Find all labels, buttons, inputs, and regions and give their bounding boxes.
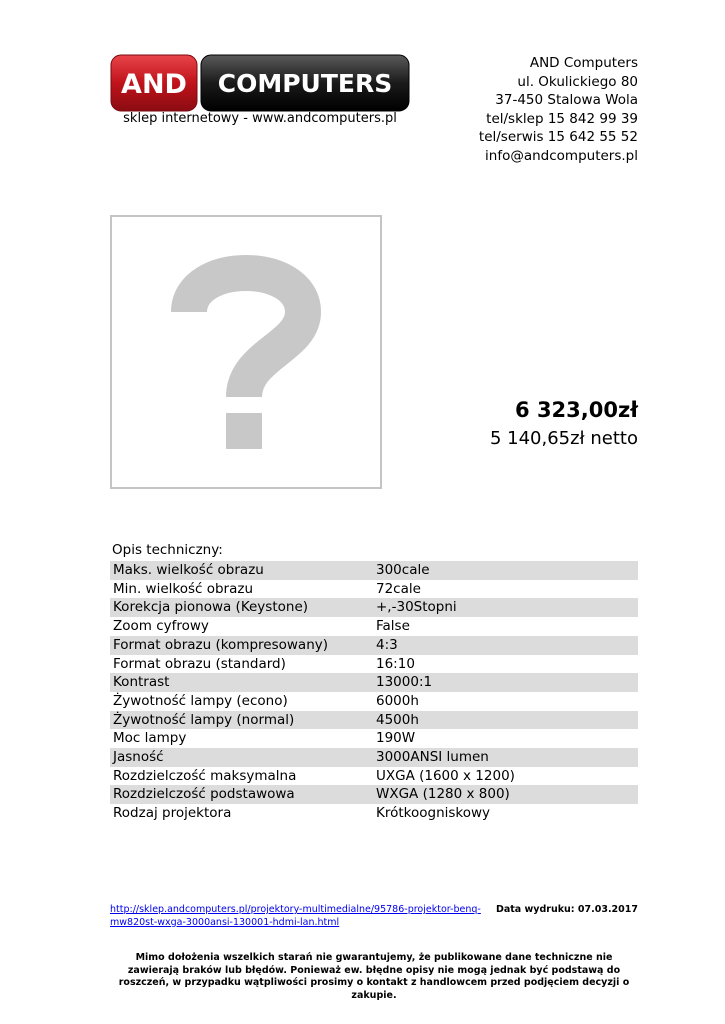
spec-name: Zoom cyfrowy [113, 618, 209, 635]
company-city: 37-450 Stalowa Wola [495, 92, 638, 108]
print-date: Data wydruku: 07.03.2017 [495, 904, 638, 915]
spec-name: Format obrazu (kompresowany) [110, 636, 373, 655]
spec-value: 4500h [373, 711, 638, 730]
spec-row [110, 580, 638, 599]
spec-row [110, 561, 638, 580]
spec-row [110, 711, 638, 730]
specs-title: Opis techniczny: [112, 542, 223, 558]
logo-computers-text: COMPUTERS [217, 69, 393, 98]
spec-value: 3000ANSI lumen [373, 748, 638, 767]
company-logo [110, 54, 410, 112]
spec-name: Kontrast [110, 673, 373, 692]
spec-name: Rodzaj projektora [113, 805, 232, 822]
spec-name: Jasność [110, 748, 373, 767]
company-name: AND Computers [529, 55, 638, 71]
spec-value: WXGA (1280 x 800) [373, 785, 638, 804]
spec-name: Żywotność lampy (normal) [110, 711, 373, 730]
spec-name: Format obrazu (standard) [113, 655, 286, 672]
disclaimer: Mimo dołożenia wszelkich starań nie gwarantujemy, że publikowane dane techniczne nie zawierają braków lub błędów. Ponieważ ew. błędne opisy nie mogą jednak być podstawą do roszczeń, w przypadku wątpliwości prosimy o kontakt z handlowcem przed podjęciem decyzji o zakupie. [118, 952, 630, 1001]
tagline: sklep internetowy - www.andcomputers.pl [123, 111, 397, 126]
spec-name: Moc lampy [113, 730, 187, 747]
spec-row [110, 598, 638, 617]
company-info [479, 54, 638, 165]
spec-row [110, 767, 638, 786]
price-net: 5 140,65zł netto [489, 428, 638, 449]
specs-table [110, 561, 638, 823]
spec-name: Rozdzielczość maksymalna [113, 767, 297, 784]
spec-name: Min. wielkość obrazu [113, 580, 254, 597]
spec-value: 190W [376, 730, 416, 747]
spec-row [110, 692, 638, 711]
spec-name: Żywotność lampy (econo) [113, 692, 288, 709]
spec-value: 300cale [373, 561, 638, 580]
spec-value: 13000:1 [373, 673, 638, 692]
spec-row [110, 748, 638, 767]
spec-row [110, 673, 638, 692]
spec-value: 72cale [376, 580, 421, 597]
company-street: ul. Okulickiego 80 [517, 73, 638, 90]
spec-name: Korekcja pionowa (Keystone) [110, 598, 373, 617]
spec-value: Krótkoogniskowy [376, 805, 491, 822]
logo-and-text: AND [121, 69, 187, 100]
product-image-placeholder [110, 215, 382, 489]
spec-row [110, 617, 638, 636]
spec-name: Rozdzielczość podstawowa [110, 785, 373, 804]
product-url-link[interactable]: http://sklep.andcomputers.pl/projektory-multimedialne/95786-projektor-benq-mw820st-wxga-3000ansi-130001-hdmi-lan.html [110, 904, 481, 928]
spec-value: 4:3 [373, 636, 638, 655]
spec-row [110, 655, 638, 674]
price-gross: 6 323,00zł [515, 398, 638, 422]
spec-row [110, 729, 638, 748]
company-phone-service: tel/serwis 15 642 55 52 [478, 129, 638, 145]
company-email: info@andcomputers.pl [485, 147, 638, 164]
spec-value: +,-30Stopni [373, 598, 638, 617]
spec-name: Maks. wielkość obrazu [110, 561, 373, 580]
company-phone-shop: tel/sklep 15 842 99 39 [486, 110, 638, 127]
spec-row [110, 785, 638, 804]
spec-value: False [376, 618, 410, 635]
spec-value: UXGA (1600 x 1200) [376, 767, 515, 784]
spec-value: 16:10 [376, 655, 415, 672]
spec-row [110, 804, 638, 823]
question-mark-icon [112, 217, 380, 487]
spec-value: 6000h [376, 692, 419, 709]
spec-row [110, 636, 638, 655]
